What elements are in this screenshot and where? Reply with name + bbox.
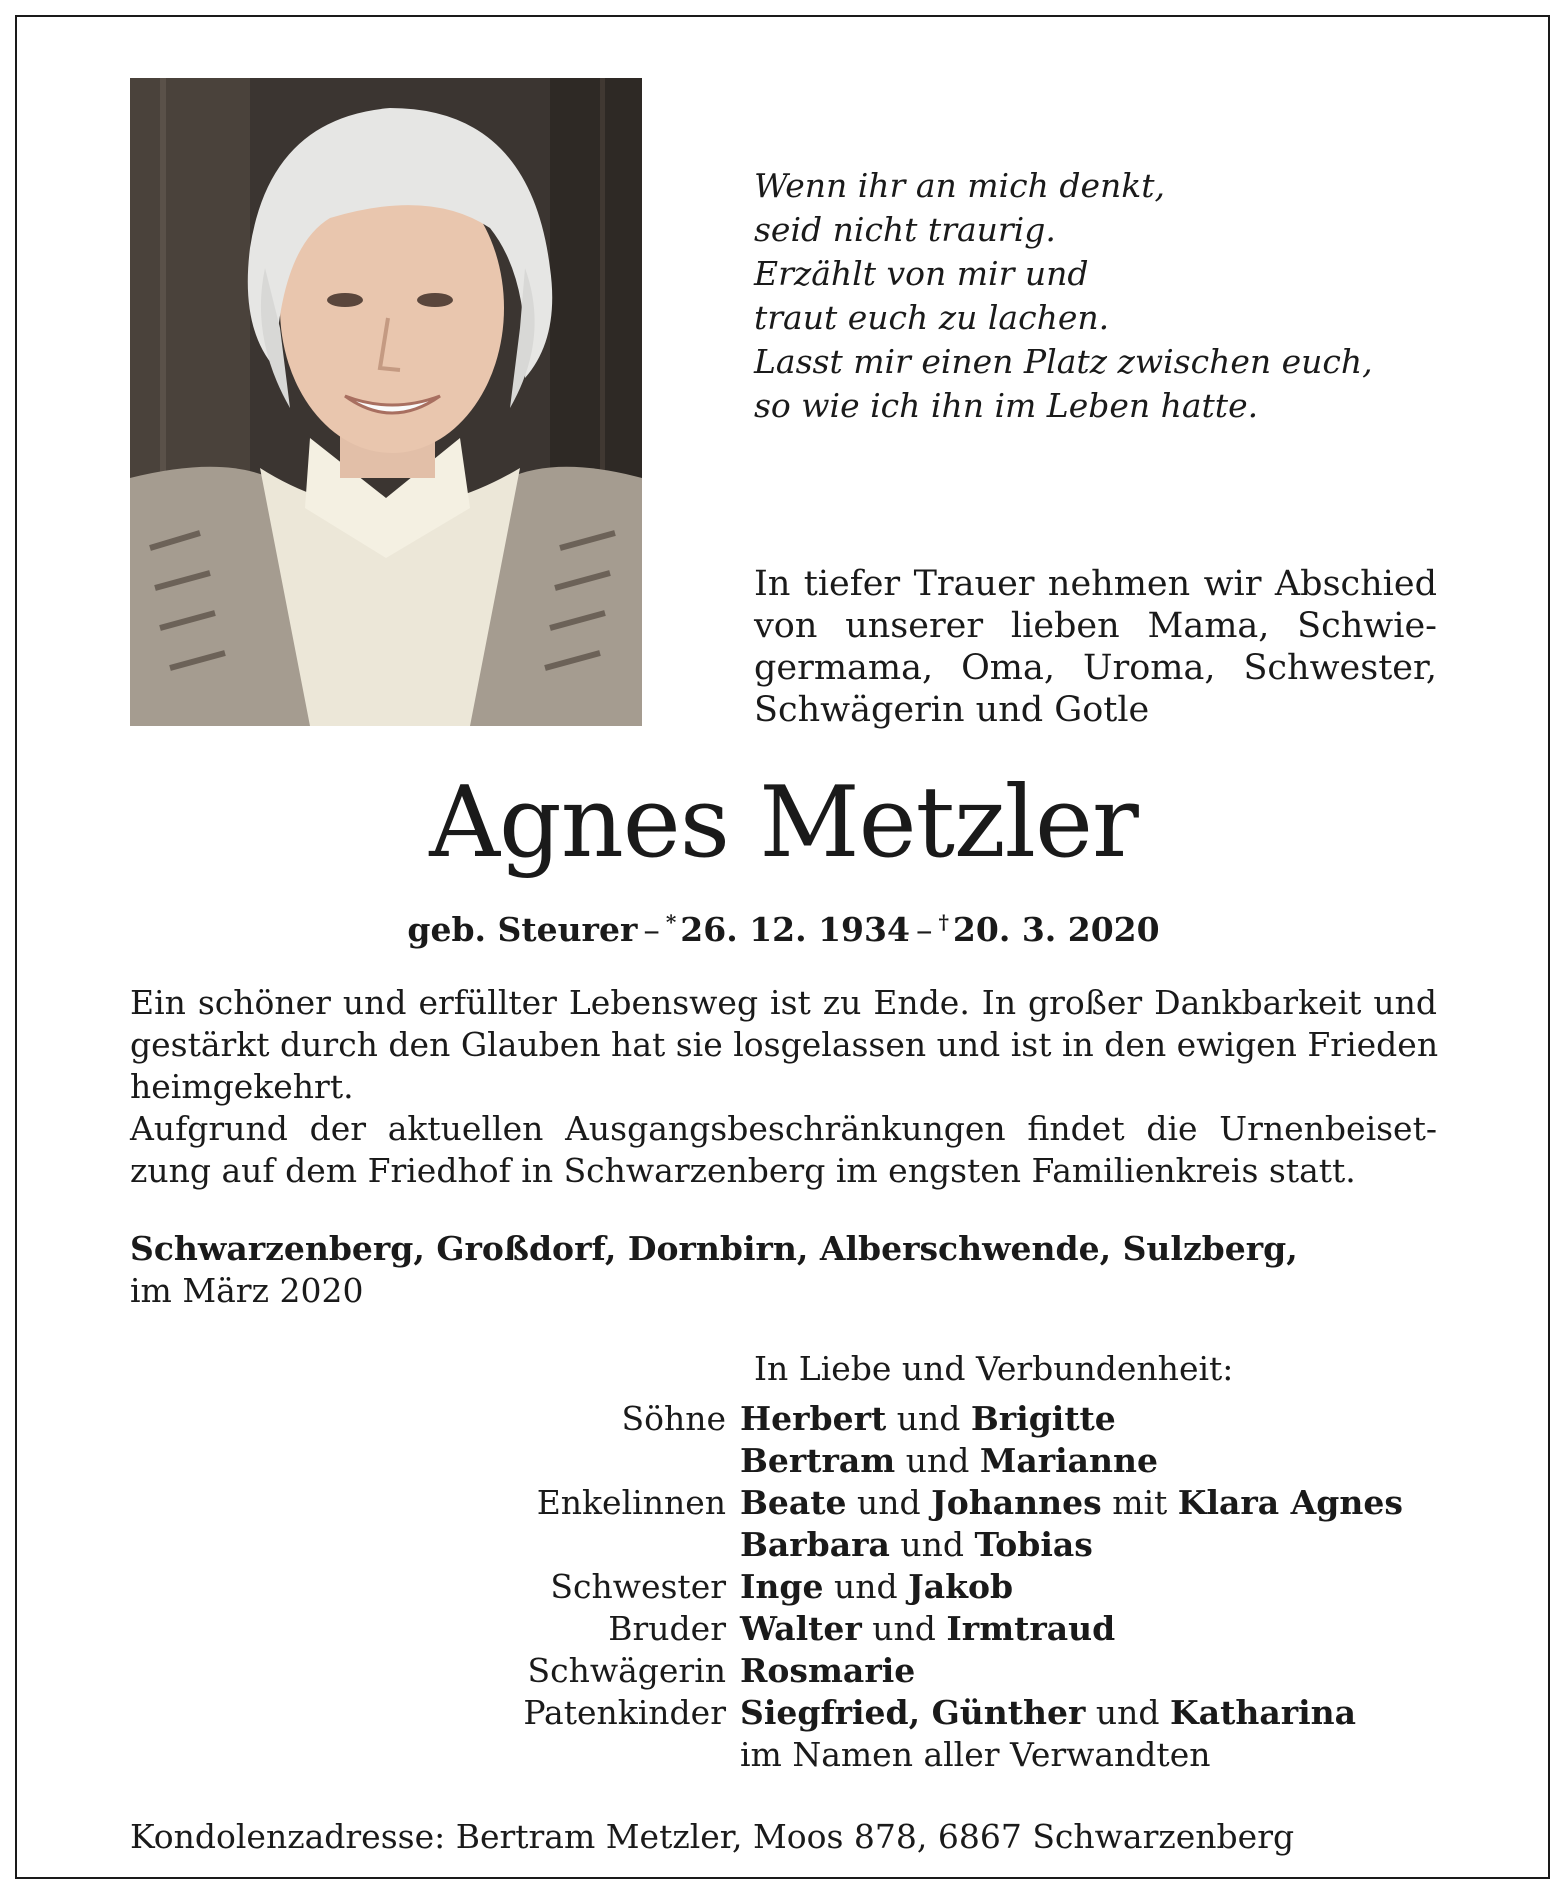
deceased-name: Agnes Metzler — [429, 766, 1138, 880]
dash: – — [915, 910, 933, 949]
body-line: Aufgrund der aktuellen Ausgangsbeschränkungen findet die Urnenbeiset- — [130, 1109, 1437, 1148]
relation-label: Schwägerin — [527, 1651, 726, 1690]
body-line: gestärkt durch den Glauben hat sie losgelassen und ist in den ewigen Frieden — [130, 1025, 1439, 1064]
family-row — [400, 1440, 1450, 1482]
family-row — [400, 1608, 1450, 1650]
family-footer: im Namen aller Verwandten — [740, 1735, 1211, 1774]
poem-line: Wenn ihr an mich denkt, — [754, 166, 1165, 205]
birth-symbol: * — [665, 910, 677, 934]
relation-label: Söhne — [621, 1399, 726, 1438]
mourning-intro — [754, 563, 1437, 731]
family-row — [400, 1650, 1450, 1692]
relative-names: Herbert und Brigitte — [740, 1399, 1116, 1438]
memorial-poem — [754, 164, 1373, 428]
family-row — [400, 1482, 1450, 1524]
relation-label: Schwester — [550, 1567, 726, 1606]
body-line: zung auf dem Friedhof in Schwarzenberg im engsten Familienkreis statt. — [130, 1151, 1356, 1190]
condolence-address: Kondolenzadresse: Bertram Metzler, Moos 878, 6867 Schwarzenberg — [130, 1817, 1295, 1856]
relative-names: Beate und Johannes mit Klara Agnes — [740, 1483, 1403, 1522]
maiden-name: geb. Steurer — [407, 910, 638, 949]
places-and-date — [130, 1228, 1298, 1312]
intro-line: Schwägerin und Gotle — [754, 690, 1150, 730]
family-row — [400, 1692, 1450, 1734]
relative-names: Walter und Irmtraud — [740, 1609, 1116, 1648]
relation-label — [400, 1524, 740, 1566]
family-heading: In Liebe und Verbundenheit: — [754, 1349, 1234, 1388]
portrait-photo — [130, 78, 642, 726]
portrait-image — [130, 78, 642, 726]
relation-label: Patenkinder — [523, 1693, 726, 1732]
death-date: 20. 3. 2020 — [952, 910, 1160, 949]
poem-line: seid nicht traurig. — [754, 210, 1056, 249]
relation-label: Bruder — [608, 1609, 726, 1648]
relation-label: Enkelinnen — [536, 1483, 726, 1522]
poem-line: Erzählt von mir und — [754, 254, 1089, 293]
poem-line: traut euch zu lachen. — [754, 298, 1110, 337]
relative-names: Siegfried, Günther und Katharina — [740, 1693, 1356, 1732]
relative-names: Rosmarie — [740, 1651, 916, 1690]
family-row — [400, 1398, 1450, 1440]
birth-date: 26. 12. 1934 — [680, 910, 910, 949]
family-list — [400, 1398, 1450, 1776]
places-list: Schwarzenberg, Großdorf, Dornbirn, Alberschwende, Sulzberg, — [130, 1229, 1298, 1268]
dash: – — [643, 910, 660, 949]
body-line: Ein schöner und erfüllter Lebensweg ist zu Ende. In großer Dankbarkeit und — [130, 983, 1437, 1022]
death-symbol: † — [938, 910, 949, 934]
intro-line: germama, Oma, Uroma, Schwester, — [754, 648, 1437, 688]
relative-names: Bertram und Marianne — [740, 1441, 1159, 1480]
life-dates — [0, 902, 1567, 950]
intro-line: In tiefer Trauer nehmen wir Abschied — [754, 564, 1437, 604]
relative-names: Inge und Jakob — [740, 1567, 1014, 1606]
poem-line: so wie ich ihn im Leben hatte. — [754, 386, 1259, 425]
family-row — [400, 1524, 1450, 1566]
relation-label — [400, 1734, 740, 1776]
publication-date: im März 2020 — [130, 1271, 364, 1310]
family-row — [400, 1566, 1450, 1608]
relation-label — [400, 1440, 740, 1482]
relative-names: Barbara und Tobias — [740, 1525, 1093, 1564]
family-row — [400, 1734, 1450, 1776]
body-line: heimgekehrt. — [130, 1067, 354, 1106]
poem-line: Lasst mir einen Platz zwischen euch, — [754, 342, 1373, 381]
obituary-body — [130, 982, 1437, 1192]
intro-line: von unserer lieben Mama, Schwie- — [754, 606, 1437, 646]
